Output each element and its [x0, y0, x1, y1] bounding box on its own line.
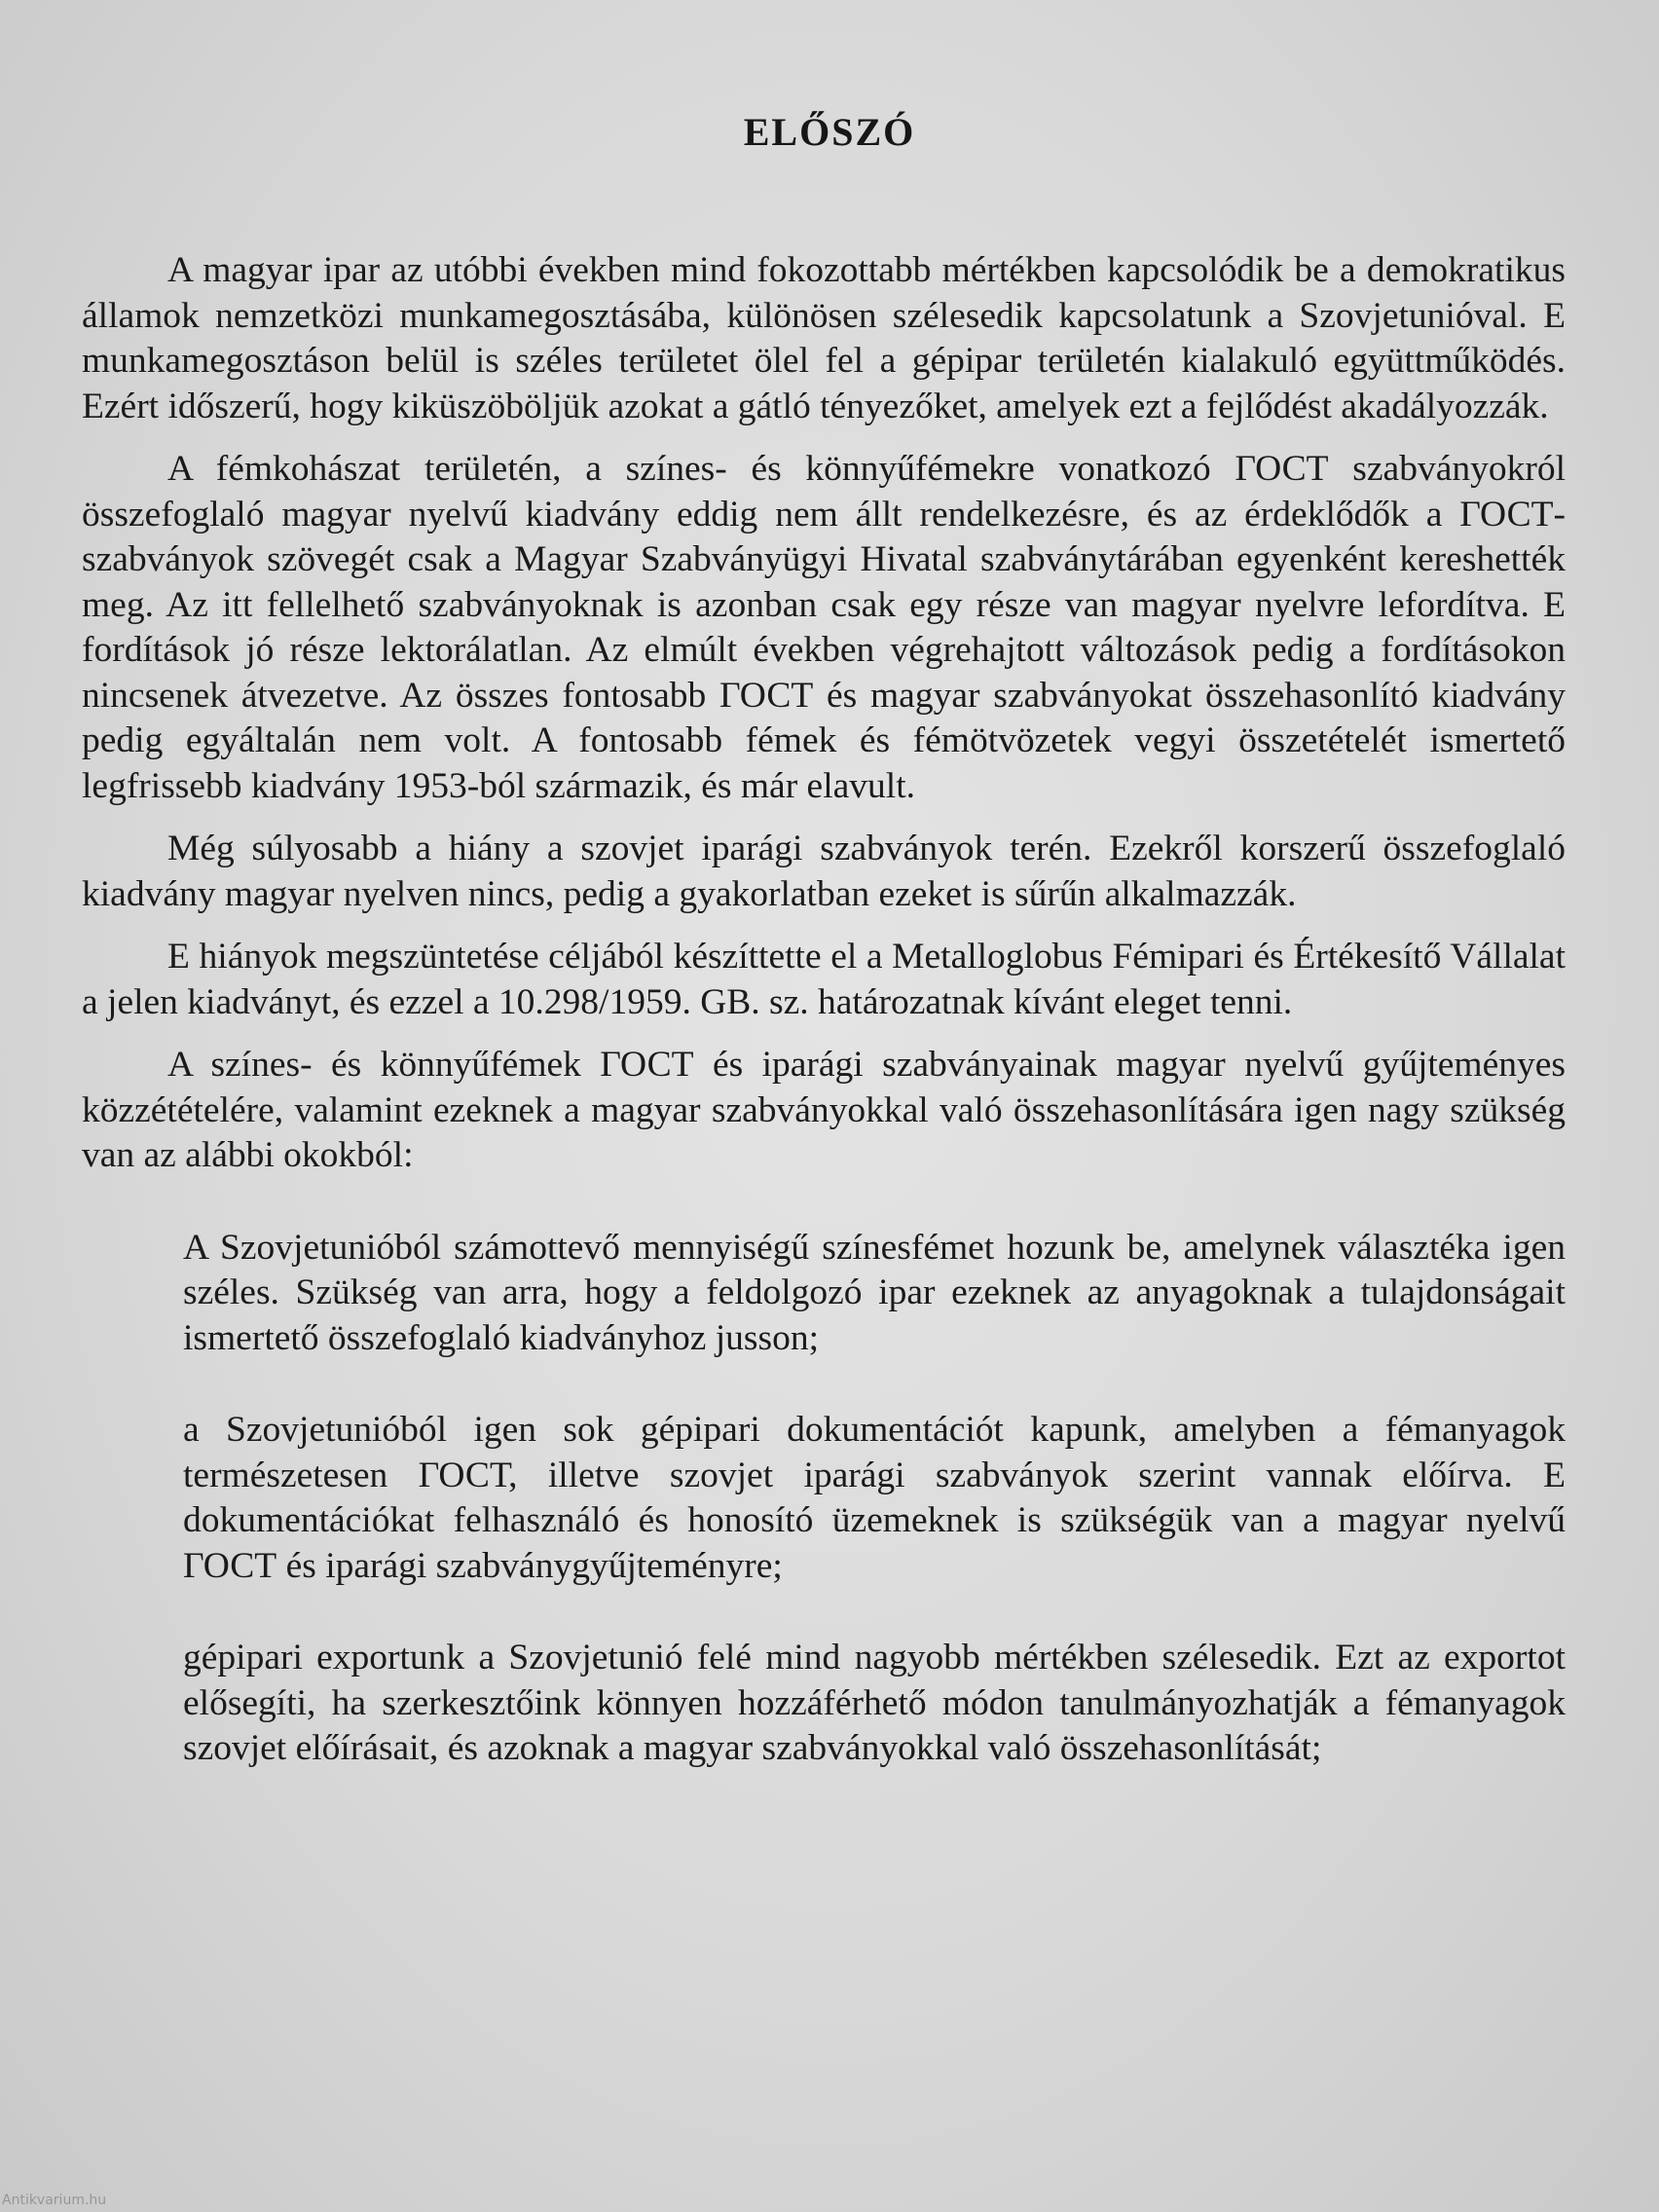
- paragraph-2: A fémkohászat területén, a színes- és könnyűfémekre vonatkozó ГОСТ szabványokról összefoglaló magyar nyelvű kiadvány eddig nem állt rendelkezésre, és az érdeklődők a ГОСТ-szabványok szövegét csak a Magyar Szabványügyi Hivatal szabványtárában egyenként kereshették meg. Az itt fellelhető szabványoknak is azonban csak egy része van magyar nyelvre lefordítva. E fordítások jó része lektorálatlan. Az elmúlt években végrehajtott változások pedig a fordításokon nincsenek átvezetve. Az összes fontosabb ГОСТ és magyar szabványokat összehasonlító kiadvány pedig egyáltalán nem volt. A fontosabb fémek és fémötvözetek vegyi összetételét ismertető legfrissebb kiadvány 1953-ból származik, és már elavult.: [82, 449, 1566, 806]
- paragraph-3: Még súlyosabb a hiány a szovjet iparági szabványok terén. Ezekről korszerű összefoglaló kiadvány magyar nyelven nincs, pedig a gyakorlatban ezeket is sűrűn alkalmazzák.: [82, 829, 1566, 914]
- list-item-3: gépipari exportunk a Szovjetunió felé mind nagyobb mértékben szélesedik. Ezt az exportot elősegíti, ha szerkesztőink könnyen hozzáférhető módon tanulmányozhatják a fémanyagok szovjet előírásait, és azoknak a magyar szabványokkal való összehasonlítását;: [183, 1638, 1566, 1768]
- paragraph-5: A színes- és könnyűfémek ГОСТ és iparági szabványainak magyar nyelvű gyűjteményes közzétételére, valamint ezeknek a magyar szabványokkal való összehasonlítására igen nagy szükség van az alábbi okokból:: [82, 1045, 1566, 1175]
- paragraph-1: A magyar ipar az utóbbi években mind fokozottabb mértékben kapcsolódik be a demokratikus államok nemzetközi munkamegosztásába, különösen szélesedik kapcsolatunk a Szovjetunióval. E munkamegosztáson belül is széles területet ölel fel a gépipar területén kialakuló együttműködés. Ezért időszerű, hogy kiküszöböljük azokat a gátló tényezőket, amelyek ezt a fejlődést akadályozzák.: [82, 250, 1566, 426]
- body-text: [82, 248, 1566, 1819]
- watermark: Antikvarium.hu: [2, 2193, 107, 2208]
- paragraph-4: E hiányok megszüntetése céljából készíttette el a Metalloglobus Fémipari és Értékesítő Vállalat a jelen kiadványt, és ezzel a 10.298/1959. GB. sz. határozatnak kívánt eleget tenni.: [82, 937, 1566, 1022]
- list-item-2: a Szovjetunióból igen sok gépipari dokumentációt kapunk, amelyben a fémanyagok természetesen ГОСТ, illetve szovjet iparági szabványok szerint vannak előírva. E dokumentációkat felhasználó és honosító üzemeknek is szükségük van a magyar nyelvű ГОСТ és iparági szabványgyűjteményre;: [183, 1410, 1566, 1586]
- list-spacer: [82, 1197, 1566, 1226]
- list-item-1: A Szovjetunióból számottevő mennyiségű színesfémet hozunk be, amelynek választéka igen széles. Szükség van arra, hogy a feldolgozó ipar ezeknek az anyagoknak a tulajdonságait ismertető összefoglaló kiadványhoz jusson;: [183, 1227, 1566, 1358]
- page-title: ELŐSZÓ: [743, 110, 916, 154]
